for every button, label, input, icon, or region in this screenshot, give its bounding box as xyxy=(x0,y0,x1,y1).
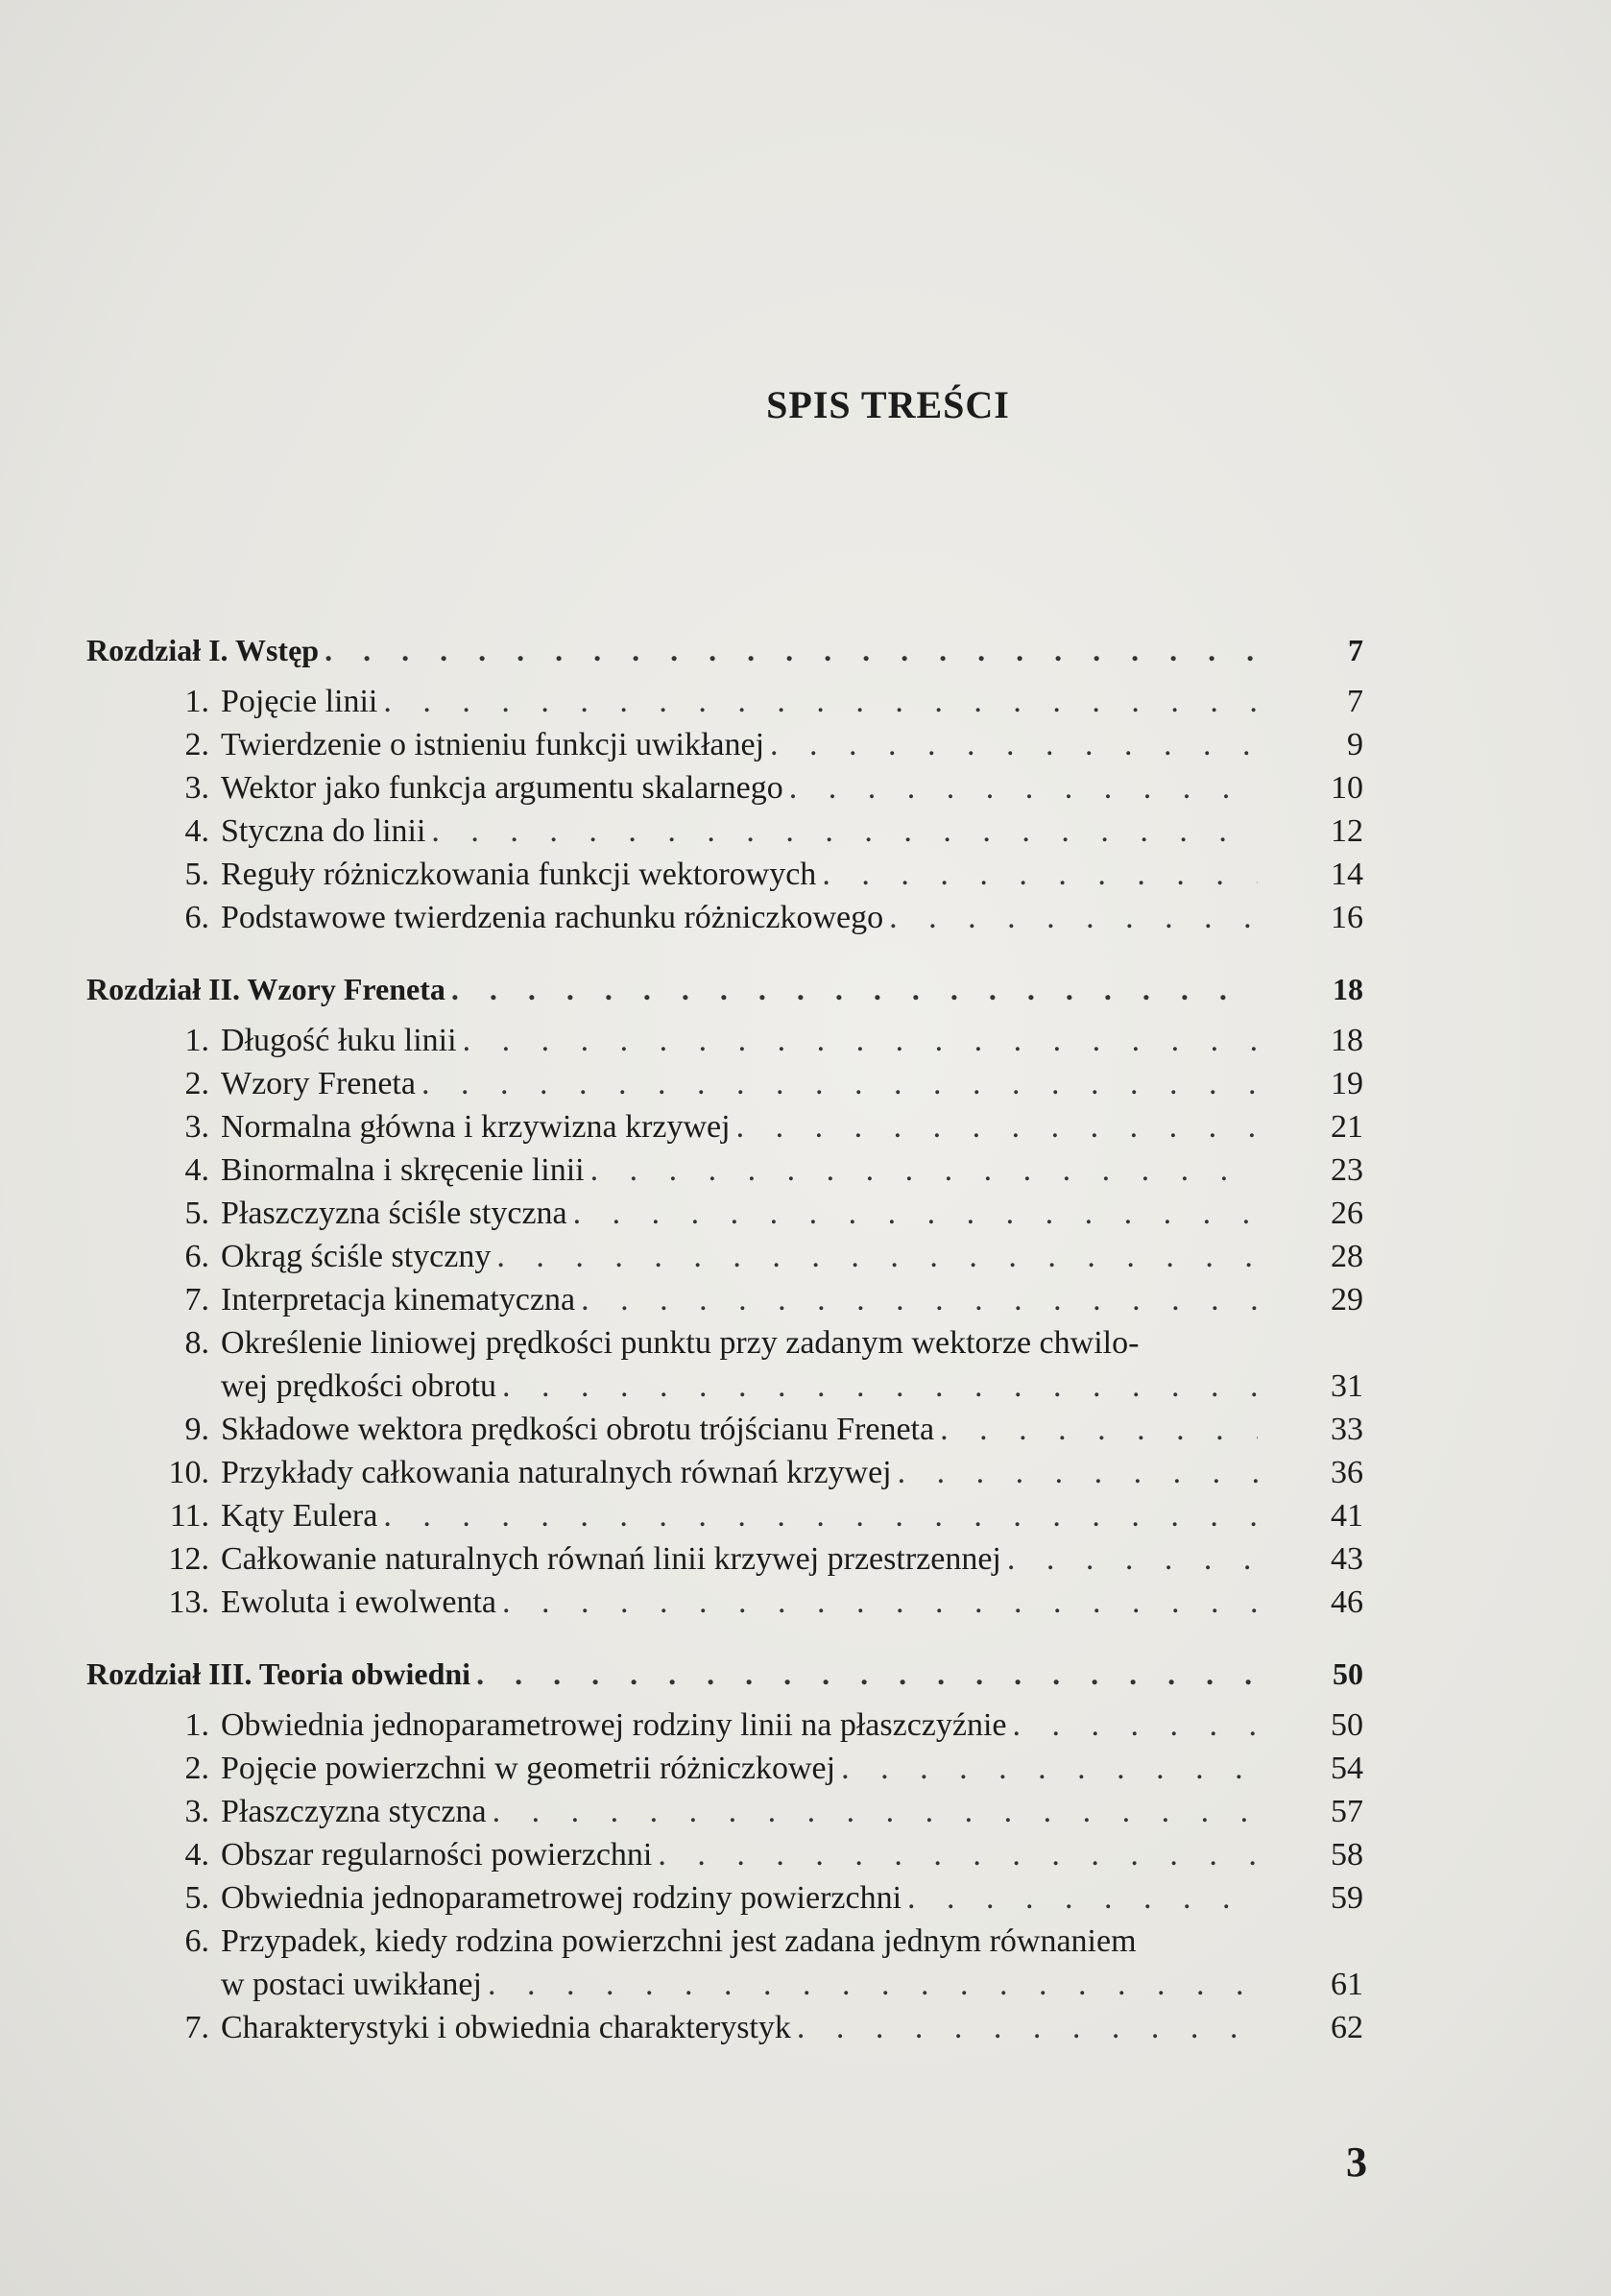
entry-number: 5. xyxy=(184,1880,209,1916)
page-ref: 7 xyxy=(1347,684,1363,719)
entry-number: 1. xyxy=(184,1023,209,1058)
page-ref: 43 xyxy=(1331,1541,1363,1577)
entry-title: Podstawowe twierdzenia rachunku różniczkowego xyxy=(221,900,884,935)
entry-number: 6. xyxy=(184,1239,209,1274)
entry-title: Interpretacja kinematyczna xyxy=(221,1282,576,1317)
page-ref: 29 xyxy=(1331,1282,1363,1317)
page-ref: 61 xyxy=(1331,1967,1363,2002)
toc-entry xyxy=(86,1581,1363,1624)
entry-number: 5. xyxy=(184,1196,209,1231)
entry-number: 9. xyxy=(184,1412,209,1447)
page-ref: 19 xyxy=(1331,1066,1363,1101)
page-ref: 28 xyxy=(1331,1239,1363,1274)
entry-number: 1. xyxy=(184,1707,209,1743)
entry-title-cont: w postaci uwikłanej xyxy=(221,1967,482,2002)
entry-number: 3. xyxy=(184,770,209,806)
entry-title: Styczna do linii xyxy=(221,813,426,849)
page-ref: 16 xyxy=(1331,900,1363,935)
toc-entry-line1 xyxy=(86,1920,1363,1963)
toc-entry xyxy=(86,1278,1363,1321)
entry-number: 6. xyxy=(184,1923,209,1959)
toc-entry xyxy=(86,1148,1363,1192)
chapter-title: Rozdział III. Teoria obwiedni xyxy=(86,1656,471,1691)
toc-entry xyxy=(86,1704,1363,1747)
page-ref: 36 xyxy=(1331,1455,1363,1490)
entry-title: Długość łuku linii xyxy=(221,1023,457,1058)
page-ref: 31 xyxy=(1331,1368,1363,1404)
toc-entry xyxy=(86,766,1363,810)
chapter-title: Rozdział II. Wzory Freneta xyxy=(86,972,445,1006)
entry-number: 2. xyxy=(184,1751,209,1786)
entry-number: 7. xyxy=(184,2010,209,2045)
entry-title: Wektor jako funkcja argumentu skalarnego xyxy=(221,770,783,806)
entry-title: Charakterystyki i obwiednia charakterystyk xyxy=(221,2010,791,2045)
toc-entry xyxy=(86,723,1363,766)
entry-title: Pojęcie linii xyxy=(221,684,378,719)
chapter-heading xyxy=(86,1653,1363,1696)
entry-title: Obwiednia jednoparametrowej rodziny powierzchni xyxy=(221,1880,902,1916)
entry-title: Reguły różniczkowania funkcji wektorowych xyxy=(221,857,817,892)
entry-title: Ewoluta i ewolwenta xyxy=(221,1584,497,1620)
entry-title: Binormalna i skręcenie linii xyxy=(221,1152,585,1188)
entry-number: 2. xyxy=(184,1066,209,1101)
entry-title: Okrąg ściśle styczny xyxy=(221,1239,492,1274)
entry-title: Przykłady całkowania naturalnych równań krzywej xyxy=(221,1455,892,1490)
entry-number: 3. xyxy=(184,1109,209,1145)
page-ref: 18 xyxy=(1331,1023,1363,1058)
toc-entry xyxy=(86,1494,1363,1537)
page-ref: 58 xyxy=(1331,1837,1363,1873)
entry-title: Płaszczyzna ściśle styczna xyxy=(221,1196,567,1231)
toc-entry xyxy=(86,1451,1363,1494)
toc-entry xyxy=(86,1833,1363,1876)
toc-entry-line1 xyxy=(86,1321,1363,1365)
page-title: SPIS TREŚCI xyxy=(766,383,1010,426)
chapter-3 xyxy=(86,1653,1363,2049)
page-ref: 46 xyxy=(1331,1584,1363,1620)
entry-title: Obszar regularności powierzchni xyxy=(221,1837,653,1873)
toc-entry xyxy=(86,1105,1363,1148)
page-ref: 18 xyxy=(1333,972,1363,1006)
toc-entry xyxy=(86,1062,1363,1105)
page-ref: 9 xyxy=(1347,727,1363,762)
entry-number: 4. xyxy=(184,1152,209,1188)
entry-number: 7. xyxy=(184,1282,209,1317)
entry-title-cont: wej prędkości obrotu xyxy=(221,1368,497,1404)
entry-number: 12. xyxy=(168,1541,209,1577)
chapter-2 xyxy=(86,968,1363,1624)
toc-entry xyxy=(86,853,1363,896)
entry-title: Pojęcie powierzchni w geometrii różniczkowej xyxy=(221,1751,836,1786)
entry-title: Płaszczyzna styczna xyxy=(221,1794,487,1829)
entry-number: 3. xyxy=(184,1794,209,1829)
toc-entry xyxy=(86,1019,1363,1062)
page-ref: 14 xyxy=(1331,857,1363,892)
toc-entry xyxy=(86,1192,1363,1235)
toc-entry xyxy=(86,1408,1363,1451)
entry-number: 6. xyxy=(184,900,209,935)
toc-entry xyxy=(86,810,1363,853)
entry-number: 2. xyxy=(184,727,209,762)
entry-title: Kąty Eulera xyxy=(221,1498,378,1534)
entry-title: Składowe wektora prędkości obrotu trójścianu Freneta xyxy=(221,1412,935,1447)
entry-title: Określenie liniowej prędkości punktu przy zadanym wektorze chwilo- xyxy=(221,1325,1140,1361)
entry-number: 13. xyxy=(168,1584,209,1620)
entry-number: 4. xyxy=(184,1837,209,1873)
page-ref: 54 xyxy=(1331,1751,1363,1786)
entry-number: 1. xyxy=(184,684,209,719)
entry-number: 4. xyxy=(184,813,209,849)
entry-number: 11. xyxy=(169,1498,209,1534)
toc-entry xyxy=(86,1876,1363,1920)
toc-entry xyxy=(86,1537,1363,1581)
page-ref: 21 xyxy=(1331,1109,1363,1145)
chapter-heading xyxy=(86,629,1363,672)
chapter-1 xyxy=(86,629,1363,939)
page-ref: 33 xyxy=(1331,1412,1363,1447)
page-ref: 62 xyxy=(1331,2010,1363,2045)
chapter-heading xyxy=(86,968,1363,1011)
chapter-title: Rozdział I. Wstęp xyxy=(86,633,320,667)
page-ref: 26 xyxy=(1331,1196,1363,1231)
page-ref: 50 xyxy=(1333,1656,1363,1691)
entry-title: Całkowanie naturalnych równań linii krzywej przestrzennej xyxy=(221,1541,1001,1577)
page-ref: 57 xyxy=(1331,1794,1363,1829)
entry-number: 8. xyxy=(184,1325,209,1361)
toc-entry xyxy=(86,2006,1363,2049)
page-ref: 50 xyxy=(1331,1707,1363,1743)
toc-entry xyxy=(86,1235,1363,1278)
page-ref: 10 xyxy=(1331,770,1363,806)
toc-entry xyxy=(86,1790,1363,1833)
page-ref: 41 xyxy=(1331,1498,1363,1534)
toc-entry xyxy=(86,680,1363,723)
page-ref: 23 xyxy=(1331,1152,1363,1188)
toc-entry-line2 xyxy=(86,1963,1363,2006)
entry-title: Twierdzenie o istnieniu funkcji uwikłanej xyxy=(221,727,765,762)
entry-number: 5. xyxy=(184,857,209,892)
page-ref: 12 xyxy=(1331,813,1363,849)
entry-number: 10. xyxy=(168,1455,209,1490)
toc-entry xyxy=(86,1747,1363,1790)
entry-title: Przypadek, kiedy rodzina powierzchni jest zadana jednym równaniem xyxy=(221,1923,1137,1959)
entry-title: Obwiednia jednoparametrowej rodziny linii na płaszczyźnie xyxy=(221,1707,1007,1743)
entry-title: Normalna główna i krzywizna krzywej xyxy=(221,1109,731,1145)
page-number: 3 xyxy=(1346,2139,1367,2186)
toc-entry xyxy=(86,896,1363,939)
table-of-contents xyxy=(86,629,1363,2078)
toc-entry-line2 xyxy=(86,1365,1363,1408)
page-ref: 7 xyxy=(1348,633,1363,667)
page-ref: 59 xyxy=(1331,1880,1363,1916)
entry-title: Wzory Freneta xyxy=(221,1066,416,1101)
